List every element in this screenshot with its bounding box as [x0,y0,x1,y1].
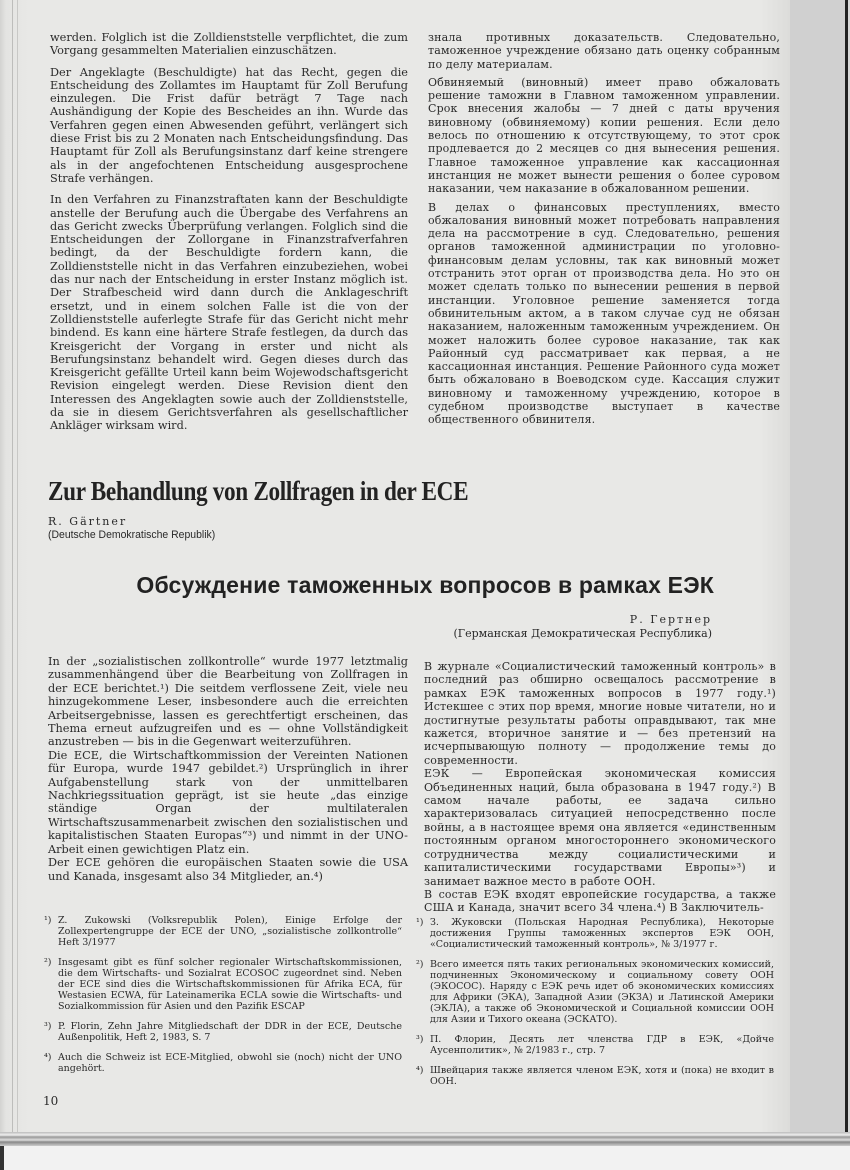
paragraph: Der Angeklagte (Beschuldigte) hat das Recht, gegen die Entscheidung des Zollamtes im Hauptamt für Zoll Berufung einzulegen. Die Frist dafür beträgt 7 Tage nach Aushändigung der Kopie des Bescheides an ihn. Wurde das Verfahren gegen einen Abwesenden geführt, verlängert sich diese Frist bis zu 2 Monaten nach Entscheidungsfindung. Das Hauptamt für Zoll als Berufungsinstanz darf keine strengere als in der angefochtenen Entscheidung ausgesprochene Strafe verhängen. [50,65,408,185]
paragraph: ЕЭК — Европейская экономическая комиссия Объединенных наций, была образована в 1947 году.²) В самом начале работы, ее задача сильно характеризовалась ситуацией непосредственно после войны, а в настоящее время она является «единственным постоянным органом многостороннего экономического сотрудничества между социалистическими и капиталистическими государствами Европы»³) и занимает важное место в работе ООН. [424,767,776,888]
binding-gutter [12,0,18,1140]
paragraph: Die ECE, die Wirtschaftkommission der Vereinten Nationen für Europa, wurde 1947 gebildet.²) Ursprünglich in ihrer Aufgabenstellung stark von der unmittelbaren Nachkriegssituation geprägt, ist sie heute „das einzige ständige Organ der multilateralen Wirtschaftszusammenarbeit zwischen den sozialistischen und kapitalistischen Staaten Europas“³) und nimmt in der UNO-Arbeit einen gewichtigen Platz ein. [48,748,408,856]
footnote-number: ¹) [44,915,52,926]
top-right-column [428,31,780,432]
article-title-russian: Обсуждение таможенных вопросов в рамках ЕЭК [136,572,714,598]
article-title-german: Zur Behandlung von Zollfragen in der ECE [48,476,469,506]
footnote-text: П. Флорин, Десять лет членства ГДР в ЕЭК, «Дойче Аусенполитик», № 2/1983 г., стр. 7 [430,1034,774,1056]
author-country-german: (Deutsche Demokratische Republik) [48,529,216,541]
page-stack-edge [0,1132,850,1146]
paragraph: В состав ЕЭК входят европейские государства, а также США и Канада, значит всего 34 члена.⁴) В Заключитель- [424,887,776,915]
footnote [44,957,402,1012]
footnote-text: P. Florin, Zehn Jahre Mitgliedschaft der DDR in der ECE, Deutsche Außenpolitik, Heft 2, 1983, S. 7 [58,1021,402,1043]
footnote [44,915,402,948]
paragraph: В журнале «Социалистический таможенный контроль» в последний раз обширно освещалось рассмотрение в рамках ЕЭК таможенных вопросов в 1977 году.¹) Истекшее с этих пор время, многие новые читатели, но и достигнутые результаты работы оправдывают, так мне кажется, вторичное занятие и — без претензий на исчерпывающую полноту — продолжение темы до современности. [424,660,776,767]
page-number: 10 [43,1094,59,1108]
paragraph: Der ECE gehören die europäischen Staaten sowie die USA und Kanada, insgesamt also 34 Mitglieder, an.⁴) [48,856,408,883]
footnote-text: Z. Zukowski (Volksrepublik Polen), Einige Erfolge der Zollexpertengruppe der ECE der UNO, „sozialistische zollkontrolle“ Heft 3/1977 [58,915,402,948]
footnote-number: ³) [416,1034,424,1045]
footnotes-german [44,915,402,1083]
footnote-number: ¹) [416,917,424,928]
paragraph: In der „sozialistischen zollkontrolle“ wurde 1977 letztmalig zusammenhängend über die Bearbeitung von Zollfragen in der ECE berichtet.¹) Die seitdem verflossene Zeit, viele neu hinzugekommene Leser, insbesondere auch die erreichten Arbeitsergebnisse, lassen es gerechtfertigt erscheinen, das Thema erneut aufzugreifen und es — ohne Vollständigkeit anzustreben — bis in die Gegenwart weiterzuführen. [48,655,408,749]
top-left-column [50,31,408,441]
page-shadow-strip [790,0,846,1140]
article-body-russian [424,660,776,915]
footnote [416,1065,774,1087]
footnote-text: Auch die Schweiz ist ECE-Mitglied, obwohl sie (noch) nicht der UNO angehört. [58,1052,402,1074]
footnote-number: ⁴) [44,1052,52,1063]
footnote-text: Insgesamt gibt es fünf solcher regionaler Wirtschaftskommissionen, die dem Wirtschafts- und Sozialrat ECOSOC zugeordnet sind. Neben der ECE sind dies die Wirtschaftskommissionen für Afrika ECA, für Westasien ECWA, für Lateinamerika ECLA sowie die Wirtschafts- und Sozialkommission für Asien und den Pazifik ESCAP [58,957,402,1012]
author-country-russian: (Германская Демократическая Республика) [453,627,712,640]
footnote [416,959,774,1025]
footnote-text: Всего имеется пять таких региональных экономических комиссий, подчиненных Экономическому и социальному совету ООН (ЭКОСОС). Наряду с ЕЭК речь идет об экономических комиссиях для Африки (ЭКА), Западной Азии (ЭКЗА) и Латинской Америки (ЭКЛА), а также об Экономической и Социальной комиссии ООН для Азии и Тихого океана (ЭСКАТО). [430,959,774,1025]
paragraph: знала противных доказательств. Следовательно, таможенное учреждение обязано дать оценку собранным по делу материалам. [428,31,780,71]
footnote-number: ³) [44,1021,52,1032]
author-russian: Р. Гертнер [629,613,712,626]
footnote [416,917,774,950]
paragraph: werden. Folglich ist die Zolldienststelle verpflichtet, die zum Vorgang gesammelten Materialien einzuschätzen. [50,31,408,58]
footnote [44,1052,402,1074]
article-body-german [48,655,408,883]
paragraph: Обвиняемый (виновный) имеет право обжаловать решение таможни в Главном таможенном управлении. Срок внесения жалобы — 7 дней с даты вручения виновному (обвиняемому) копии решения. Если дело велось по отношению к отсутствующему, то этот срок продлевается до 2 месяцев со дня вынесения решения. Главное таможенное управление как кассационная инстанция не может вынести решения о более суровом наказании, чем наказание в обжалованном решении. [428,75,780,196]
paragraph: В делах о финансовых преступлениях, вместо обжалования виновный может потребовать направления дела на рассмотрение в суд. Следовательно, решения органов таможенной администрации по уголовно-финансовым делам условны, так как виновный может отстранить этот орган от производства дела. Но это он может сделать только по вынесении решения в первой инстанции. Уголовное решение заменяется тогда обвинительным актом, а в таком случае суд не обязан наказанием, наложенным таможенным учреждением. Он может наложить более суровое наказание, так как Районный суд рассматривает как первая, а не кассационная инстанция. Решение Районного суда может быть обжаловано в Воеводском суде. Кассация служит виновному и таможенному учреждению, которое в судебном производстве выступает в качестве общественного обвинителя. [428,200,780,427]
footnote-number: ²) [416,959,424,970]
footnote [44,1021,402,1043]
footnote-text: Швейцария также является членом ЕЭК, хотя и (пока) не входит в ООН. [430,1065,774,1087]
paragraph: In den Verfahren zu Finanzstraftaten kann der Beschuldigte anstelle der Berufung auch die Übergabe des Verfahrens an das Gericht zwecks Überprüfung verlangen. Folglich sind die Entscheidungen der Zollorgane in Finanzstrafverfahren bedingt, da der Beschuldigte fordern kann, die Zolldienststelle nicht in das Verfahren einzubeziehen, wobei das nur nach der Entscheidung in erster Instanz möglich ist. Der Strafbescheid wird dann durch die Anklageschrift ersetzt, und in einem solchen Falle ist die von der Zolldienststelle auferlegte Strafe für das Gericht nicht mehr bindend. Es kann eine härtere Strafe festlegen, da durch das Kreisgericht der Vorgang in erster und nicht als Berufungsinstanz behandelt wird. Gegen dieses durch das Kreisgericht gefällte Urteil kann beim Wojewodschaftsgericht Revision eingelegt werden. Diese Revision dient den Interessen des Angeklagten sowie auch der Zolldienststelle, da sie in diesem Gerichtsverfahren als gesellschaftlicher Ankläger wirksam wird. [50,193,408,433]
footnote-number: ⁴) [416,1065,424,1076]
author-german: R. Gärtner [48,515,128,528]
footnotes-russian [416,917,774,1096]
footnote [416,1034,774,1056]
footnote-text: З. Жуковски (Польская Народная Республика), Некоторые достижения Группы таможенных экспертов ЕЭК ООН, «Социалистический таможенный контроль», № 3/1977 г. [430,917,774,950]
scanner-edge [845,0,848,1170]
scanner-bed [0,1146,850,1170]
footnote-number: ²) [44,957,52,968]
